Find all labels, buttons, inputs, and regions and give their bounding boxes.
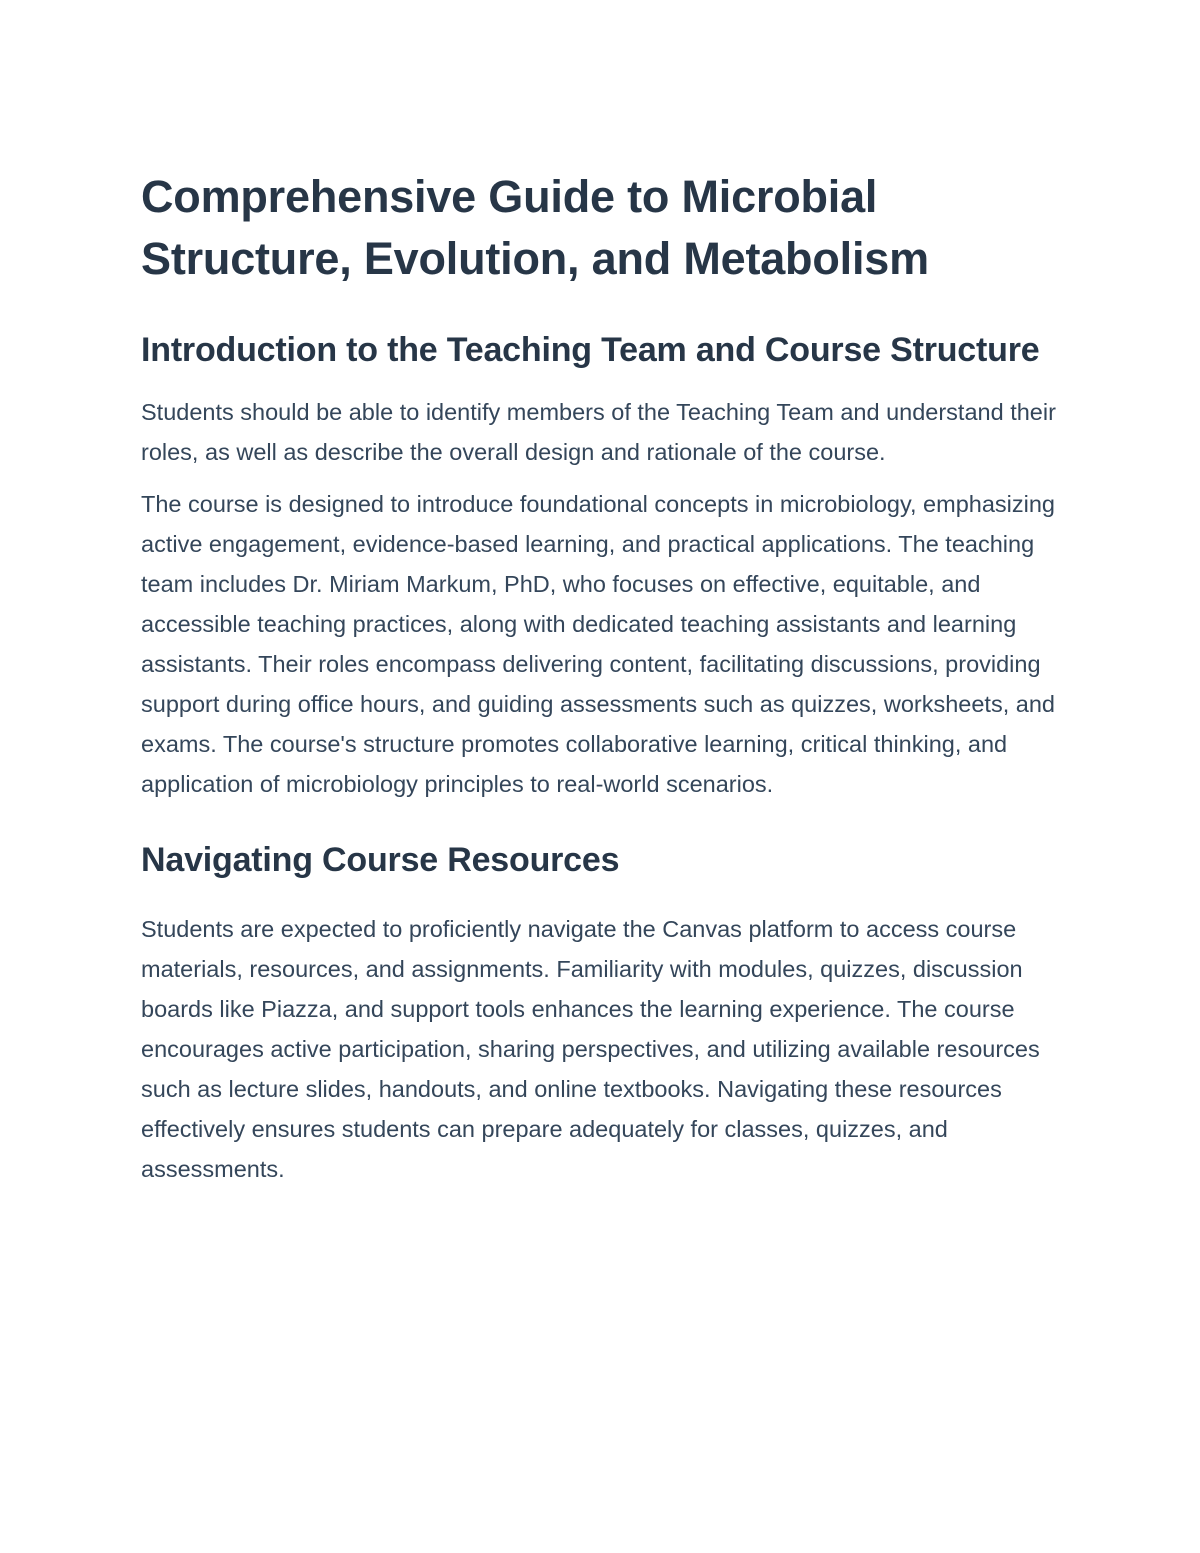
document-page: [141, 166, 1061, 1189]
paragraph-resources: Students are expected to proficiently navigate the Canvas platform to access course materials, resources, and assignments. Familiarity with modules, quizzes, discussion boards like Piazza, and support tools enhances the learning experience. The course encourages active participation, sharing perspectives, and utilizing available resources such as lecture slides, handouts, and online textbooks. Navigating these resources effectively ensures students can prepare adequately for classes, quizzes, and assessments.: [141, 916, 1040, 1182]
document-title: Comprehensive Guide to Microbial Structure, Evolution, and Metabolism: [141, 171, 929, 284]
section-heading-teaching-team: Introduction to the Teaching Team and Course Structure: [141, 331, 1040, 369]
paragraph-learning-objective: Students should be able to identify members of the Teaching Team and understand their roles, as well as describe the overall design and rationale of the course.: [141, 399, 1056, 465]
section-heading-course-resources: Navigating Course Resources: [141, 841, 620, 879]
paragraph-course-overview: The course is designed to introduce foundational concepts in microbiology, emphasizing active engagement, evidence-based learning, and practical applications. The teaching team includes Dr. Miriam Markum, PhD, who focuses on effective, equitable, and accessible teaching practices, along with dedicated teaching assistants and learning assistants. Their roles encompass delivering content, facilitating discussions, providing support during office hours, and guiding assessments such as quizzes, worksheets, and exams. The course's structure promotes collaborative learning, critical thinking, and application of microbiology principles to real-world scenarios.: [141, 491, 1055, 797]
